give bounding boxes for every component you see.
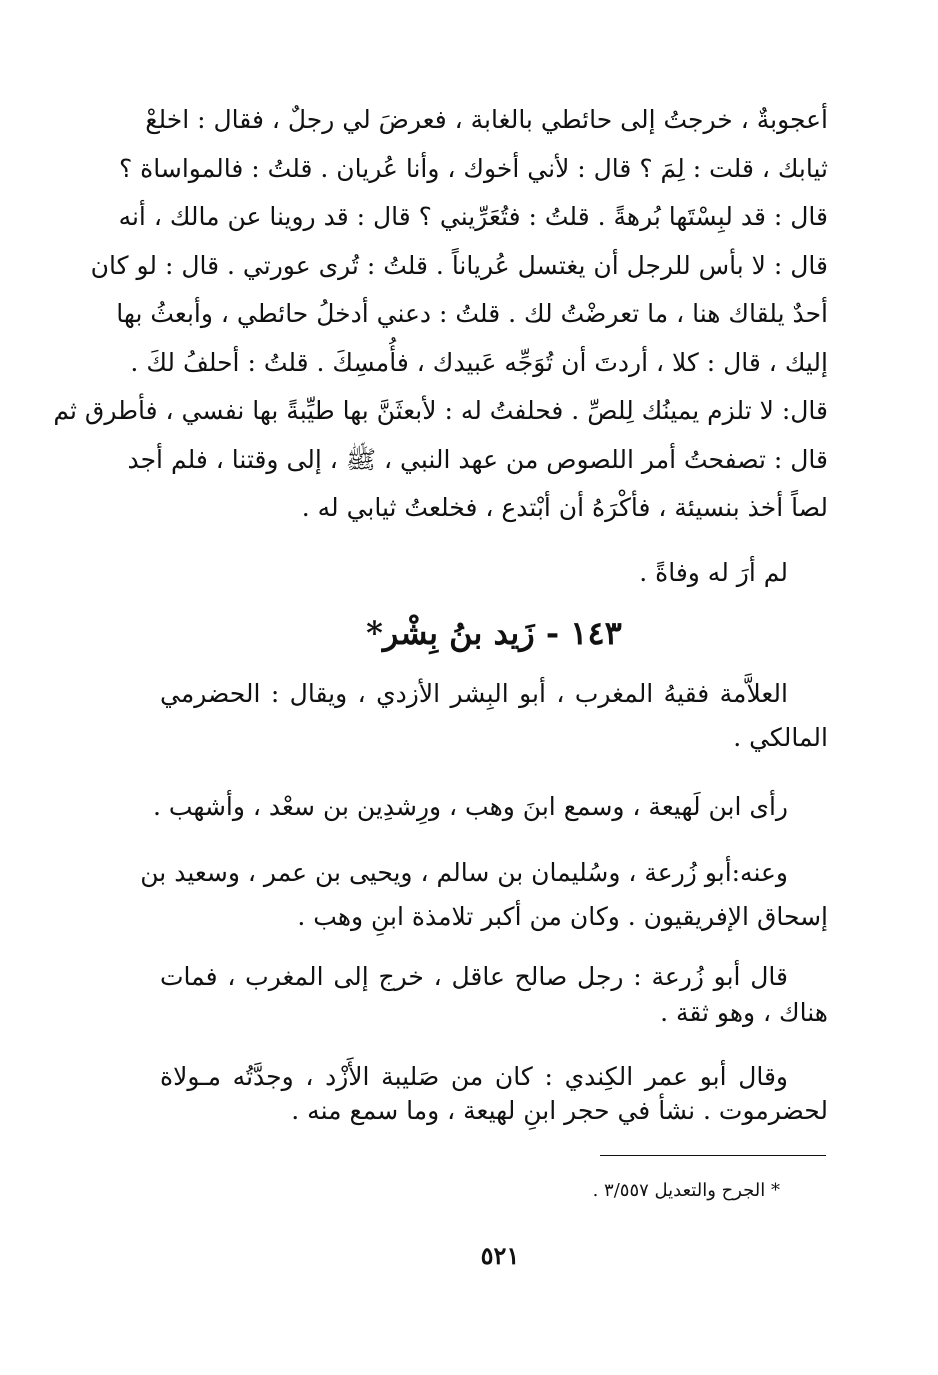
- text-line: ثيابك ، قلت : لِمَ ؟ قال : لأني أخوك ، وأنا عُريان . قلتُ : فالمواساة ؟: [118, 153, 828, 183]
- text-line: العلاَّمة فقيهُ المغرب ، أبو البِشر الأزدي ، ويقال : الحضرمي: [160, 679, 788, 708]
- footnote-divider: [600, 1155, 826, 1156]
- text-line: أعجوبةٌ ، خرجتُ إلى حائطي بالغابة ، فعرضَ لي رجلٌ ، فقال : اخلعْ: [145, 105, 828, 134]
- text-line: قال: لا تلزم يمينُك لِلصِّ . فحلفتُ له : لأبعثَنَّ بها طيِّبةً بها نفسي ، فأطرق ثم: [53, 396, 828, 425]
- text-line: هناك ، وهو ثقة .: [660, 998, 828, 1027]
- entry-paragraph: [160, 1060, 828, 1128]
- text-line: المالكي .: [733, 723, 828, 752]
- page-number: ٥٢١: [480, 1241, 520, 1270]
- text-line: إسحاق الإفريقيون . وكان من أكبر تلامذة ابنِ وهب .: [297, 902, 828, 931]
- text-line: لصاً أخذ بنسيئة ، فأكْرَهُ أن أبْتدع ، فخلعتُ ثيابي له .: [301, 493, 828, 522]
- entry-paragraph: [152, 785, 828, 829]
- text-line: قال : قد لبِسْتَها بُرهةً . قلتُ : فتُعَرِّيني ؟ قال : قد روينا عن مالك ، أنه: [118, 202, 828, 231]
- entry-paragraph: [140, 851, 828, 939]
- text-line: قال : تصفحتُ أمر اللصوص من عهد النبي ، ﷺ ، إلى وقتنا ، فلم أجد: [127, 444, 828, 474]
- text-line: أحدٌ يلقاك هنا ، ما تعرضْتُ لك . قلتُ : دعني أدخلُ حائطي ، وأبعثُ بها: [116, 299, 828, 328]
- entry-paragraph: [160, 672, 828, 760]
- text-line: وقال أبو عمر الكِندي : كان من صَليبة الأَزْد ، وجدَّتُه مـولاة: [160, 1062, 788, 1091]
- text-line: وعنه:أبو زُرعة ، وسُليمان بن سالم ، ويحيى بن عمر ، وسعيد بن: [140, 858, 788, 887]
- footnote: * الجرح والتعديل ٣/٥٥٧ .: [592, 1180, 780, 1201]
- text-line: قال أبو زُرعة : رجل صالح عاقل ، خرج إلى المغرب ، فمات: [160, 962, 788, 991]
- no-death-note: لم أرَ له وفاةً .: [639, 558, 788, 587]
- text-line: رأى ابن لَهيعة ، وسمع ابنَ وهب ، ورِشدِين بن سعْد ، وأشهب .: [152, 792, 788, 821]
- text-line: قال : لا بأس للرجل أن يغتسل عُرياناً . قلتُ : تُرى عورتي . قال : لو كان: [90, 250, 828, 280]
- entry-paragraph: [160, 959, 828, 1031]
- entry-heading: ١٤٣ - زَيد بنُ بِشْر*: [366, 614, 622, 652]
- text-line: إليك ، قال : كلا ، أردتَ أن تُوَجِّه عَبيدك ، فأُمسِكَ . قلتُ : أحلفُ لكَ .: [130, 347, 828, 377]
- continuation-paragraph: [53, 96, 828, 533]
- text-line: لحضرموت . نشأ في حجر ابنِ لهيعة ، وما سمع منه .: [291, 1096, 828, 1125]
